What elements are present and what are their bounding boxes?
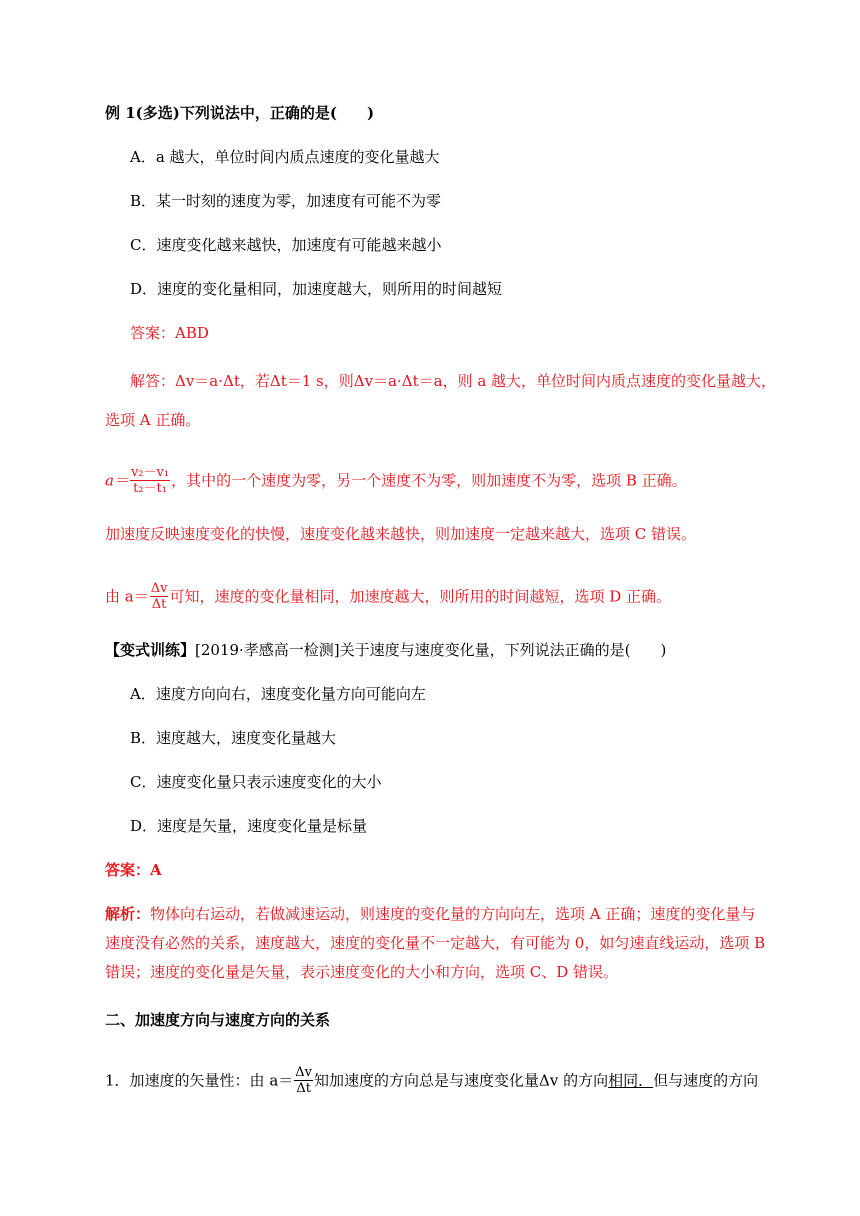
fraction bbox=[294, 1065, 313, 1096]
explanation-line-2: 选项 A 正确。 bbox=[105, 411, 201, 429]
section-item-1 bbox=[105, 1066, 758, 1097]
option-c: C．速度变化越来越快，加速度有可能越来越小 bbox=[130, 236, 442, 254]
example-question bbox=[105, 103, 374, 123]
fraction-denominator: Δt bbox=[151, 597, 167, 612]
option-b: B．某一时刻的速度为零，加速度有可能不为零 bbox=[130, 192, 442, 210]
variant-explanation-line-2: 速度没有必然的关系，速度越大，速度的变化量不一定越大，有可能为 0，如匀速直线运动，选项 B bbox=[105, 934, 766, 952]
item1-underlined: 相同． bbox=[608, 1071, 654, 1090]
variant-source: [2019·孝感高一检测] bbox=[195, 641, 340, 659]
variant-option-a: A．速度方向向右，速度变化量方向可能向左 bbox=[130, 685, 426, 703]
fraction-numerator: Δv bbox=[150, 581, 168, 596]
explanation-b-text: ，其中的一个速度为零，另一个速度不为零，则加速度不为零，选项 B 正确。 bbox=[171, 471, 687, 490]
fraction bbox=[150, 581, 169, 612]
variant-explanation-line-1 bbox=[105, 904, 755, 924]
variant-explanation-line-3: 错误；速度的变化量是矢量，表示速度变化的大小和方向，选项 C、D 错误。 bbox=[105, 963, 619, 981]
fraction-numerator: Δv bbox=[295, 1065, 312, 1080]
item1-middle: 知加速度的方向总是与速度变化量Δv 的方向 bbox=[314, 1071, 609, 1090]
fraction-numerator: v₂－v₁ bbox=[130, 465, 170, 480]
variant-option-b: B．速度越大，速度变化量越大 bbox=[130, 729, 337, 747]
fraction-denominator: Δt bbox=[296, 1081, 311, 1096]
variant-tag: 【变式训练】 bbox=[105, 641, 196, 659]
variant-explanation-text: 物体向右运动，若做减速运动，则速度的变化量的方向向左，选项 A 正确；速度的变化量与 bbox=[150, 905, 756, 923]
example-label: 例 1(多选)下列说法中，正确的是( ) bbox=[105, 104, 375, 122]
formula-lhs: a＝ bbox=[105, 471, 129, 490]
answer: 答案：ABD bbox=[130, 324, 209, 342]
explanation-b bbox=[105, 466, 687, 497]
explanation-c: 加速度反映速度变化的快慢，速度变化越来越快，则加速度一定越来越大，选项 C 错误。 bbox=[105, 525, 697, 543]
option-d: D．速度的变化量相同，加速度越大，则所用的时间越短 bbox=[130, 280, 503, 298]
option-a: A．a 越大，单位时间内质点速度的变化量越大 bbox=[130, 148, 440, 166]
section-heading: 二、加速度方向与速度方向的关系 bbox=[105, 1011, 331, 1029]
variant-explanation-label: 解析： bbox=[105, 905, 151, 923]
explanation-line-1: 解答：Δv＝a·Δt，若Δt＝1 s，则Δv＝a·Δt＝a，则 a 越大，单位时间内质点速度的变化量越大， bbox=[130, 372, 777, 390]
fraction-denominator: t₂－t₁ bbox=[133, 481, 167, 496]
variant-answer: 答案：A bbox=[105, 861, 162, 879]
explanation-d bbox=[105, 582, 671, 613]
fraction bbox=[130, 465, 170, 496]
variant-option-c: C．速度变化量只表示速度变化的大小 bbox=[130, 773, 382, 791]
variant-question bbox=[105, 640, 666, 660]
explanation-d-text: 可知，速度的变化量相同，加速度越大，则所用的时间越短，选项 D 正确。 bbox=[169, 587, 672, 606]
formula-prefix: 由 a＝ bbox=[105, 587, 149, 606]
variant-question-text: 关于速度与速度变化量，下列说法正确的是( ) bbox=[339, 641, 667, 659]
item1-post: 但与速度的方向 bbox=[653, 1071, 759, 1090]
variant-option-d: D．速度是矢量，速度变化量是标量 bbox=[130, 817, 368, 835]
item1-prefix: 1．加速度的矢量性：由 a＝ bbox=[105, 1071, 294, 1090]
